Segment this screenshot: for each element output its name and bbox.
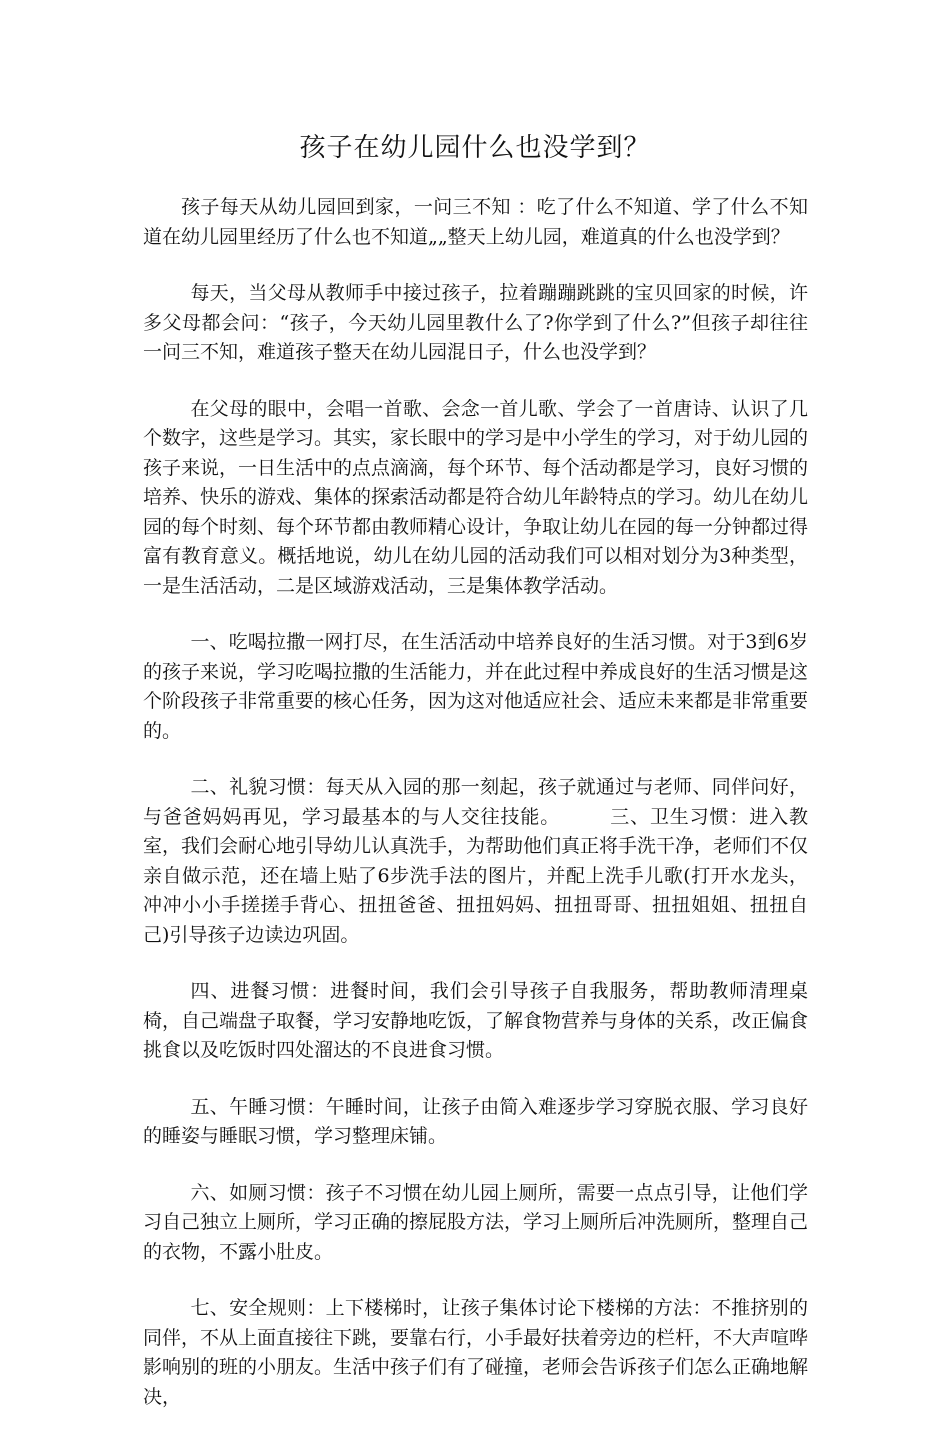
paragraph-section-4-eating: 四、进餐习惯：进餐时间，我们会引导孩子自我服务，帮助教师清理桌椅，自己端盘子取餐，学习安静地吃饭，了解食物营养与身体的关系，改正偏食挑食以及吃饭时四处溜达的不良进食习惯。 <box>143 980 809 1061</box>
document-title: 孩子在幼儿园什么也没学到？ <box>299 133 651 163</box>
document-body <box>143 193 808 1439</box>
paragraph-learning-overview: 在父母的眼中，会唱一首歌、会念一首儿歌、学会了一首唐诗、认识了几个数字，这些是学习。其实，家长眼中的学习是中小学生的学习，对于幼儿园的孩子来说，一日生活中的点点滴滴，每个环节、每个活动都是学习，良好习惯的培养、快乐的游戏、集体的探索活动都是符合幼儿年龄特点的学习。幼儿在幼儿园的每个时刻、每个环节都由教师精心设计，争取让幼儿在园的每一分钟都过得富有教育意义。概括地说，幼儿在幼儿园的活动我们可以相对划分为3种类型，一是生活活动，二是区域游戏活动，三是集体教学活动。 <box>143 397 809 597</box>
paragraph-section-6-toilet: 六、如厕习惯：孩子不习惯在幼儿园上厕所，需要一点点引导，让他们学习自己独立上厕所，学习正确的擦屁股方法，学习上厕所后冲洗厕所，整理自己的衣物，不露小肚皮。 <box>143 1181 809 1263</box>
paragraph-section-5-napping: 五、午睡习惯：午睡时间，让孩子由简入难逐步学习穿脱衣服、学习良好的睡姿与睡眠习惯，学习整理床铺。 <box>143 1095 808 1147</box>
paragraph-section-1-daily-life: 一、吃喝拉撒一网打尽，在生活活动中培养良好的生活习惯。对于3到6岁的孩子来说，学习吃喝拉撒的生活能力，并在此过程中养成良好的生活习惯是这个阶段孩子非常重要的核心任务，因为这对他适应社会、适应未来都是非常重要的。 <box>143 631 809 742</box>
paragraph-question: 每天，当父母从教师手中接过孩子，拉着蹦蹦跳跳的宝贝回家的时候，许多父母都会问：“孩子，今天幼儿园里教什么了?你学到了什么?”但孩子却往往一问三不知，难道孩子整天在幼儿园混日子，什么也没学到？ <box>143 282 808 363</box>
paragraph-section-2-3-manners-hygiene: 二、礼貌习惯：每天从入园的那一刻起，孩子就通过与老师、同伴问好，与爸爸妈妈再见，学习最基本的与人交往技能。 三、卫生习惯：进入教室，我们会耐心地引导幼儿认真洗手，为帮助他们真正将手洗干净，老师们不仅亲自做示范，还在墙上贴了6步洗手法的图片，并配上洗手儿歌(打开水龙头，冲冲小小手搓搓手背心、扭扭爸爸、扭扭妈妈、扭扭哥哥、扭扭姐姐、扭扭自己)引导孩子边读边巩固。 <box>143 776 809 946</box>
paragraph-section-7-safety: 七、安全规则：上下楼梯时，让孩子集体讨论下楼梯的方法：不推挤别的同伴，不从上面直接往下跳，要靠右行，小手最好扶着旁边的栏杆，不大声喧哗影响别的班的小朋友。生活中孩子们有了碰撞，老师会告诉孩子们怎么正确地解决， <box>143 1297 809 1408</box>
paragraph-intro: 孩子每天从幼儿园回到家，一问三不知 ：吃了什么不知道、学了什么不知道在幼儿园里经历了什么也不知道„„整天上幼儿园，难道真的什么也没学到？ <box>143 196 808 248</box>
